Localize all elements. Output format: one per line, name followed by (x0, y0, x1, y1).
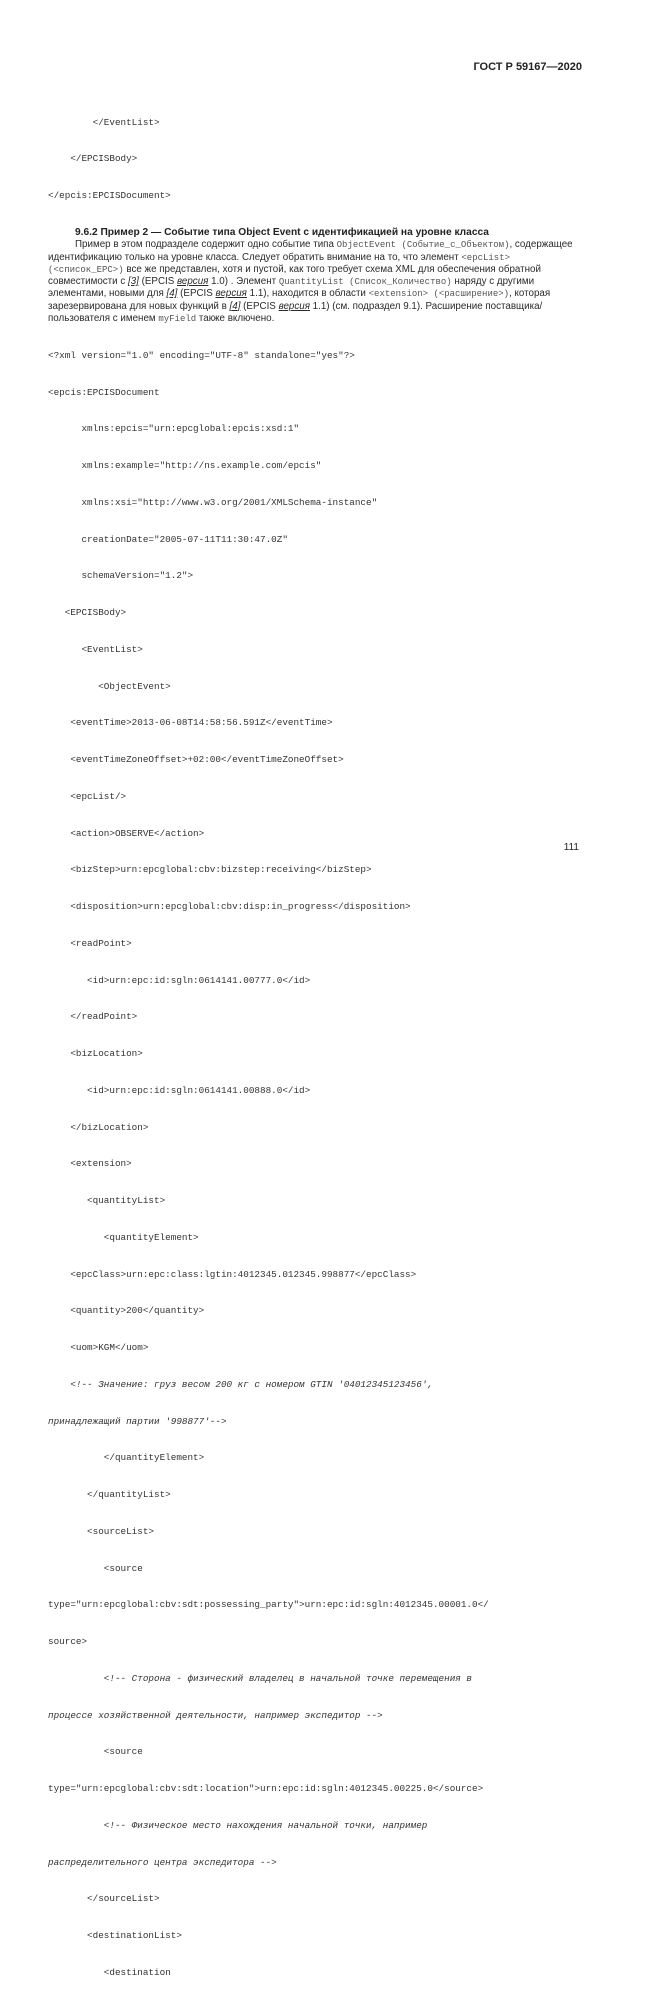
code-line: </quantityElement> (48, 1452, 205, 1464)
code-line: xmlns:xsi="http://www.w3.org/2001/XMLSchema-instance" (48, 496, 378, 508)
code-comment: процессе хозяйственной деятельности, например экспедитор --> (48, 1709, 383, 1721)
code-inline: ObjectEvent (Событие_с_Объектом) (336, 240, 510, 251)
code-comment: <!-- Значение: груз весом 200 кг с номером GTIN '04012345123456', (48, 1378, 433, 1390)
code-line: source> (48, 1636, 88, 1648)
code-line: </sourceList> (48, 1893, 160, 1905)
code-line: <epcClass>urn:epc:class:lgtin:4012345.012345.998877</epcClass> (48, 1268, 417, 1280)
code-line: <uom>KGM</uom> (48, 1342, 149, 1354)
code-comment: <!-- Сторона - физический владелец в начальной точке перемещения в (48, 1672, 473, 1684)
code-line: <id>urn:epc:id:sgln:0614141.00777.0</id> (48, 974, 311, 986)
para-text: (EPCIS (240, 300, 279, 312)
code-line: xmlns:example="http://ns.example.com/epcis" (48, 460, 322, 472)
para-text: , которая зарезервирована для новых функций в (48, 288, 551, 312)
code-line: <sourceList> (48, 1525, 155, 1537)
para-text: , содержащее идентификацию только на уровне класса. Следует обратить внимание на то, что элемент (48, 239, 573, 263)
code-line: <id>urn:epc:id:sgln:0614141.00888.0</id> (48, 1084, 311, 1096)
code-comment: распределительного центра экспедитора --> (48, 1856, 277, 1868)
code-line: <source (48, 1746, 143, 1758)
code-line: <extension> (48, 1158, 132, 1170)
para-text: 1.1), находится в области (246, 288, 369, 300)
reference-link[interactable]: [4] (229, 300, 241, 312)
code-line: creationDate="2005-07-11T11:30:47.0Z" (48, 533, 288, 545)
standard-header: ГОСТ Р 59167—2020 (473, 61, 582, 73)
code-line: </EPCISBody> (48, 153, 138, 165)
para-text: наряду с другими элементами, новыми для (48, 276, 535, 300)
body-paragraph (48, 239, 588, 325)
code-line: xmlns:epcis="urn:epcglobal:epcis:xsd:1" (48, 423, 300, 435)
code-line: type="urn:epcglobal:cbv:sdt:possessing_party">urn:epc:id:sgln:4012345.00001.0</ (48, 1599, 489, 1611)
code-line: <EventList> (48, 643, 143, 655)
code-line: <destination (48, 1966, 171, 1978)
code-line: </readPoint> (48, 1011, 138, 1023)
code-line: <quantityElement> (48, 1231, 199, 1243)
version-word: версия (215, 288, 247, 300)
code-line: <disposition>urn:epcglobal:cbv:disp:in_progress</disposition> (48, 901, 411, 913)
page-content (48, 92, 588, 2004)
code-line: <quantityList> (48, 1195, 166, 1207)
para-text: Пример в этом подразделе содержит одно событие типа (75, 239, 337, 251)
code-inline: myField (158, 314, 197, 325)
code-line: <action>OBSERVE</action> (48, 827, 205, 839)
code-line: <?xml version="1.0" encoding="UTF-8" standalone="yes"?> (48, 349, 355, 361)
code-line: </bizLocation> (48, 1121, 149, 1133)
code-comment: <!-- Физическое место нахождения начальной точки, например (48, 1819, 428, 1831)
para-text: 1.1) (см. подраздел 9.1). Расширение поставщика/пользователя с именем (48, 300, 543, 325)
para-text: (EPCIS (177, 288, 216, 300)
reference-link[interactable]: [4] (166, 288, 178, 300)
code-line: <quantity>200</quantity> (48, 1305, 205, 1317)
code-inline: <epcList> (<список_EPC>) (48, 252, 511, 275)
code-comment: принадлежащий партии '998877'--> (48, 1415, 227, 1427)
code-inline: QuantityList (Список_Количество) (278, 277, 452, 288)
version-word: версия (177, 276, 209, 288)
code-line: <EPCISBody> (48, 607, 127, 619)
code-line: <ObjectEvent> (48, 680, 171, 692)
code-line: <eventTimeZoneOffset>+02:00</eventTimeZoneOffset> (48, 754, 344, 766)
code-line: <source (48, 1562, 143, 1574)
code-line: </epcis:EPCISDocument> (48, 190, 171, 201)
code-line: <readPoint> (48, 937, 132, 949)
code-line: </EventList> (48, 116, 160, 128)
code-line: </quantityList> (48, 1489, 171, 1501)
section-heading: 9.6.2 Пример 2 — Событие типа Object Event с идентификацией на уровне класса (75, 226, 489, 238)
page-number: 111 (563, 842, 579, 853)
code-line: <bizLocation> (48, 1048, 143, 1060)
code-inline: <extension> (<расширение>) (368, 289, 510, 300)
para-text: также включено. (196, 313, 275, 325)
code-block-before (48, 92, 588, 227)
code-line: <epcis:EPCISDocument (48, 386, 160, 398)
para-text: (EPCIS (138, 276, 177, 288)
para-text: 1.0) . Элемент (208, 276, 279, 288)
code-line: <epcList/> (48, 790, 127, 802)
code-line: <destinationList> (48, 1930, 182, 1942)
code-line: schemaVersion="1.2"> (48, 570, 194, 582)
reference-link[interactable]: [3] (127, 276, 139, 288)
version-word: версия (278, 300, 310, 312)
code-line: <eventTime>2013-06-08T14:58:56.591Z</eventTime> (48, 717, 333, 729)
code-line: type="urn:epcglobal:cbv:sdt:location">urn:epc:id:sgln:4012345.00225.0</source> (48, 1783, 484, 1795)
code-line: <bizStep>urn:epcglobal:cbv:bizstep:receiving</bizStep> (48, 864, 372, 876)
para-text: все же представлен, хотя и пустой, как того требует схема XML для обеспечения обратной совместимости с (48, 263, 541, 288)
code-block-main (48, 325, 588, 2003)
